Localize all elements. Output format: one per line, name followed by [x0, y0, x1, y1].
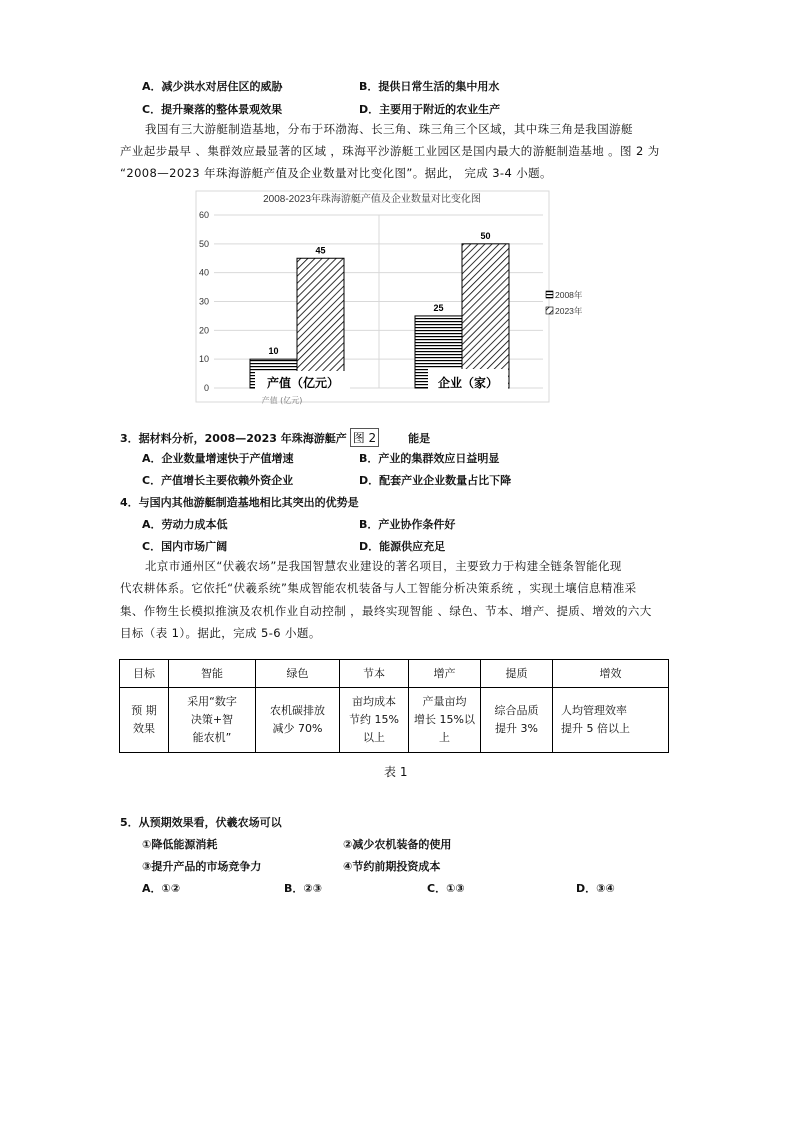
option-4d: D．能源供应充足	[359, 540, 446, 553]
option-5a: A．①②	[142, 882, 181, 895]
q3-stem-b: 能是	[408, 432, 431, 445]
option-5b: B．②③	[284, 882, 323, 895]
option-3b: B．产业的集群效应日益明显	[359, 452, 500, 465]
table-header-cell: 提质	[481, 660, 553, 688]
q5-item-3: ③提升产品的市场竞争力	[142, 860, 262, 873]
q5-item-1: ①降低能源消耗	[142, 838, 218, 851]
q5-stem: 5．从预期效果看，伏羲农场可以	[120, 816, 282, 829]
legend-label: 2023年	[555, 306, 583, 316]
passage1-line1: 我国有三大游艇制造基地，分布于环渤海、长三角、珠三角三个区域，其中珠三角是我国游艇	[145, 122, 633, 136]
option-4b: B．产业协作条件好	[359, 518, 456, 531]
data-label: 50	[480, 230, 491, 241]
q3-stem	[120, 428, 430, 447]
table-header-cell: 节本	[340, 660, 409, 688]
table-header-row	[120, 660, 669, 688]
table-header-cell: 智能	[169, 660, 256, 688]
legend-label: 2008年	[555, 290, 583, 300]
table-cell: 亩均成本 节约 15% 以上	[340, 688, 409, 753]
table-header-cell: 增产	[409, 660, 481, 688]
data-label: 45	[315, 245, 326, 256]
y-tick-label: 10	[198, 354, 209, 365]
passage2-line1: 北京市通州区“伏羲农场”是我国智慧农业建设的著名项目，主要致力于构建全链条智能化现	[145, 559, 622, 573]
table-header-cell: 目标	[120, 660, 169, 688]
bar	[297, 258, 344, 388]
option-2c: C．提升聚落的整体景观效果	[142, 103, 283, 116]
table-header-cell: 绿色	[256, 660, 340, 688]
table-header-cell: 增效	[553, 660, 669, 688]
q5-item-2: ②减少农机装备的使用	[343, 838, 452, 851]
bar-chart	[0, 0, 794, 420]
option-2d: D．主要用于附近的农业生产	[359, 103, 501, 116]
option-5c: C．①③	[427, 882, 465, 895]
legend-swatch	[546, 291, 553, 298]
option-3a: A．企业数量增速快于产值增速	[142, 452, 294, 465]
passage1-line3: “2008—2023 年珠海游艇产值及企业数量对比变化图”。据此， 完成 3-4 小题。	[120, 166, 552, 180]
table-cell: 农机碳排放 减少 70%	[256, 688, 340, 753]
table-row-label: 预 期 效果	[120, 688, 169, 753]
option-2a: A．减少洪水对居住区的威胁	[142, 80, 283, 93]
y-tick-label: 30	[198, 296, 209, 307]
figure-ref: 图 2	[350, 428, 379, 447]
table-cell: 人均管理效率 提升 5 倍以上	[553, 688, 669, 753]
q3-stem-a: 3．据材料分析，2008—2023 年珠海游艇产	[120, 432, 347, 445]
option-4a: A．劳动力成本低	[142, 518, 228, 531]
y-tick-label: 0	[203, 383, 209, 393]
residual-axis-text: 产值 (亿元)	[261, 396, 303, 405]
table-row	[120, 688, 669, 753]
y-tick-label: 20	[198, 325, 209, 336]
goals-table	[119, 659, 669, 753]
passage1-line2: 产业起步最早 、集群效应最显著的区域 ，珠海平沙游艇工业园区是国内最大的游艇制造基地 。图 2 为	[120, 144, 660, 158]
y-tick-label: 60	[198, 210, 209, 220]
y-tick-label: 40	[198, 267, 209, 278]
category-label-1: 产值（亿元）	[266, 376, 340, 390]
category-label-2: 企业（家）	[437, 376, 499, 390]
y-tick-label: 50	[198, 238, 209, 249]
table-cell: 产量亩均 增长 15%以 上	[409, 688, 481, 753]
table-cell: 采用“数字 决策+智 能农机”	[169, 688, 256, 753]
option-3c: C．产值增长主要依赖外资企业	[142, 474, 294, 487]
option-5d: D．③④	[576, 882, 615, 895]
legend-swatch	[546, 307, 553, 314]
passage2-line2: 代农耕体系。它依托“伏羲系统”集成智能农机装备与人工智能分析决策系统 ，实现土壤信息精准采	[120, 581, 637, 595]
data-label: 25	[433, 302, 444, 313]
q5-item-4: ④节约前期投资成本	[343, 860, 441, 873]
option-2b: B．提供日常生活的集中用水	[359, 80, 500, 93]
table-cell: 综合品质 提升 3%	[481, 688, 553, 753]
passage2-line3: 集、作物生长模拟推演及农机作业自动控制 ，最终实现智能 、绿色、节本、增产、提质、增效的六大	[120, 604, 652, 618]
q4-stem: 4．与国内其他游艇制造基地相比其突出的优势是	[120, 496, 359, 509]
passage2-line4: 目标（表 1）。据此，完成 5-6 小题。	[120, 626, 321, 640]
chart-title: 2008-2023年珠海游艇产值及企业数量对比变化图	[263, 194, 481, 205]
option-4c: C．国内市场广阔	[142, 540, 228, 553]
data-label: 10	[268, 346, 279, 357]
option-3d: D．配套产业企业数量占比下降	[359, 474, 512, 487]
bar	[462, 244, 509, 388]
table-caption: 表 1	[384, 765, 408, 779]
